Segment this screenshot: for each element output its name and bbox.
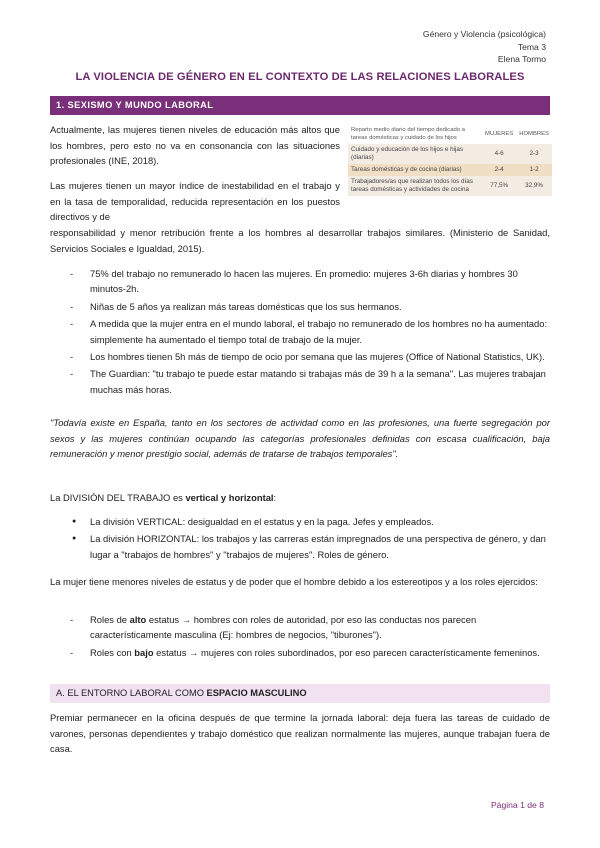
list-item: - Los hombres tienen 5h más de tiempo de ocio por semana que las mujeres (Office of National Statistics, UK). [70,349,550,364]
paragraph-instability-cont: responsabilidad y menor retribución frente a los hombres al desarrollar trabajos similares. (Ministerio de Sanidad, Servicios Sociales e Igualdad, 2015). [50,227,550,254]
page-header [423,28,546,66]
header-topic: Tema 3 [517,41,546,52]
header-course: Género y Violencia (psicológica) [422,29,546,39]
paragraph-intro: Actualmente, las mujeres tienen niveles de educación más altos que los hombres, pero esto no va en consonancia con las situaciones profesionales (INE, 2018). [50,124,340,167]
list-item: - A medida que la mujer entra en el mundo laboral, el trabajo no remunerado de los hombres no ha aumentado: simplemente ha aumentado el tiempo total de trabajo de la mujer. [70,316,550,347]
page-number: Página 1 de 8 [490,800,544,810]
subsection-heading: A. EL ENTORNO LABORAL COMO ESPACIO MASCULINO [50,684,550,703]
table-row: Cuidado y educación de los hijos e hijas (diarias) 4-6 2-3 [348,144,552,164]
paragraph-status: La mujer tiene menores niveles de estatus y de poder que el hombre debido a los estereotipos y a los roles ejercidos: [50,576,538,587]
division-list [70,514,550,564]
list-item: - The Guardian: "tu trabajo te puede estar matando si trabajas más de 39 h a la semana". Las mujeres trabajan muchas más horas. [70,366,550,397]
stats-list [70,266,550,399]
paragraph-masculine-space: Premiar permanecer en la oficina después de que termine la jornada laboral: deja fuera las tareas de cuidado de varones, personas dependientes y trabajo doméstico que realizan normalmente las mujeres, aunque trabajan fuera de casa. [50,712,550,755]
list-item: - Niñas de 5 años ya realizan más tareas domésticas que los sus hermanos. [70,299,550,314]
table-row: Trabajadores/as que realizan todos los días tareas domésticas y actividades de cocina 77,5% 32,9% [348,176,552,196]
section-heading: 1. SEXISMO Y MUNDO LABORAL [50,96,550,115]
quote-paragraph [50,415,550,462]
division-heading: La DIVISIÓN DEL TRABAJO es vertical y horizontal: [50,492,277,503]
table-col-women: MUJERES [482,124,516,144]
list-item: - Roles con bajo estatus → mujeres con roles subordinados, por eso parecen característicamente femeninos. [70,645,550,660]
quote-text: "Todavía existe en España, tanto en los sectores de actividad como en las profesiones, una fuerte segregación por sexos y las mujeres continúan ocupando las categorías profesionales definidas con escasa cualificación, baja remuneración y menor prestigio social, además de tratarse de trabajos temporales". [50,417,550,460]
table-col-men: HOMBRES [516,124,552,144]
header-author: Elena Tormo [497,54,546,65]
list-item: ● La división VERTICAL: desigualdad en el estatus y en la paga. Jefes y empleados. [70,514,550,529]
page-title: LA VIOLENCIA DE GÉNERO EN EL CONTEXTO DE LAS RELACIONES LABORALES [75,71,525,83]
list-item: - 75% del trabajo no remunerado lo hacen las mujeres. En promedio: mujeres 3-6h diarias y hombres 30 minutos-2h. [70,266,550,297]
list-item: ● La división HORIZONTAL: los trabajos y las carreras están impregnados de una perspectiva de género, y dan lugar a "trabajos de hombres" y "trabajos de mujeres". Roles de género. [70,531,550,562]
table-caption: Reparto medio diario del tiempo dedicado a tareas domésticas y cuidado de los hijos [348,124,482,144]
roles-list [70,612,550,662]
list-item: - Roles de alto estatus → hombres con roles de autoridad, por eso las conductas nos parecen característicamente masculina (Ej: hombres de negocios, "tiburones"). [70,612,550,643]
paragraph-instability: Las mujeres tienen un mayor índice de inestabilidad en el trabajo y en la tasa de temporalidad, reducida representación en los puestos directivos y de [50,180,340,223]
data-table [348,124,552,196]
table-row: Tareas domésticas y de cocina (diarias) 2-4 1-2 [348,164,552,176]
